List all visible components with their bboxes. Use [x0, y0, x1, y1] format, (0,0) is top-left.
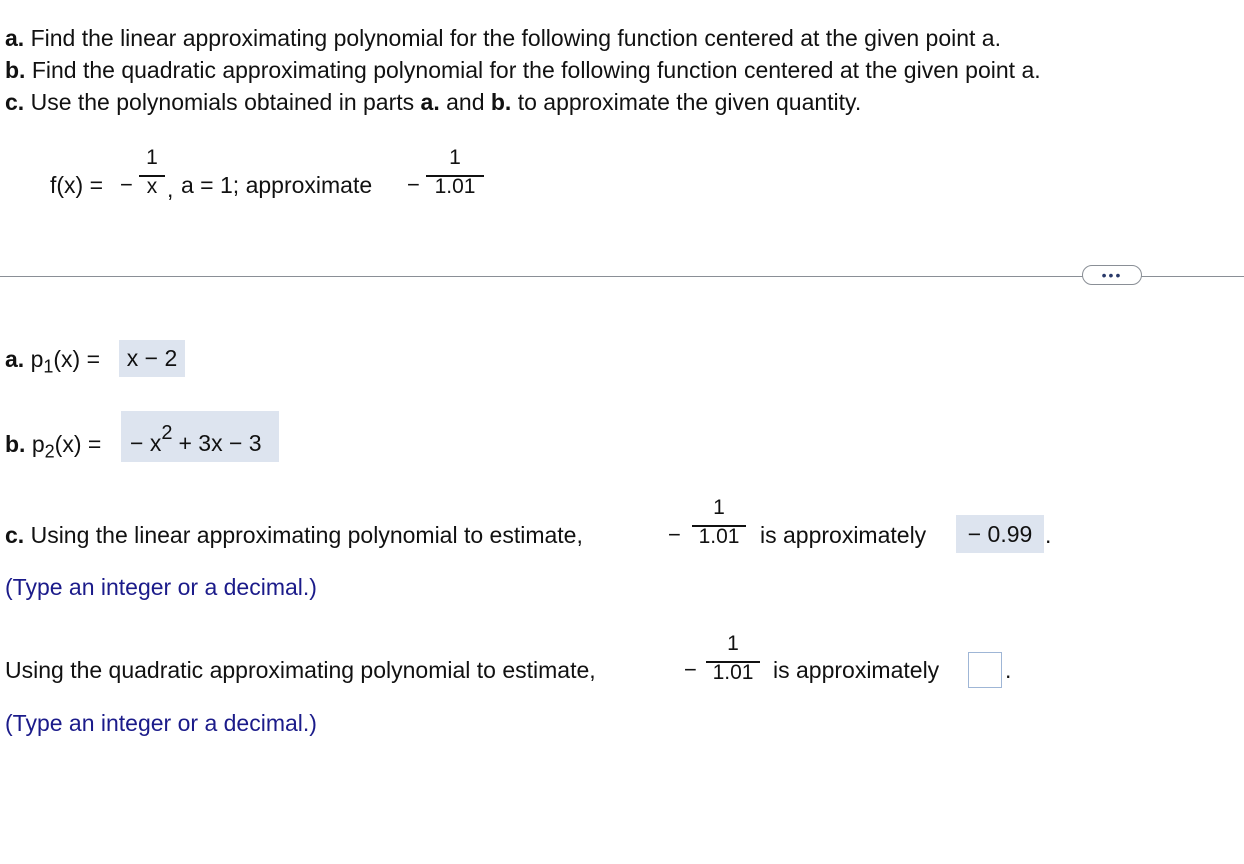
minus-sign: − — [407, 172, 420, 197]
hint-text: (Type an integer or a decimal.) — [5, 574, 317, 600]
period: . — [1005, 657, 1012, 683]
part-a-prefix: a. — [5, 346, 25, 372]
approximately-text: is approximately — [773, 657, 940, 683]
fraction-denominator: 1.01 — [698, 524, 740, 548]
part-b-answer-exponent: 2 — [161, 422, 173, 444]
comma: , — [167, 176, 174, 202]
minus-sign: − — [668, 522, 681, 547]
p2-subscript: 2 — [44, 441, 55, 462]
fraction-denominator: 1.01 — [434, 174, 476, 198]
part-c-quadratic-text: Using the quadratic approximating polynomial to estimate, — [5, 657, 596, 683]
instruction-b-text: Find the quadratic approximating polynomial for the following function centered at the given point a. — [25, 57, 1041, 83]
instruction-c-text-3: to approximate the given quantity. — [511, 89, 862, 115]
instruction-c-text-2: and — [439, 89, 491, 115]
fraction-one-over-x — [139, 146, 165, 199]
instruction-c — [5, 86, 861, 118]
part-b-prefix: b. — [5, 431, 26, 457]
minus-sign: − — [120, 172, 133, 197]
fraction-one-over-1-01 — [706, 632, 760, 685]
part-b-answer[interactable] — [121, 411, 279, 462]
instruction-c-bold-a: a. — [420, 89, 440, 115]
fraction-numerator: 1 — [727, 632, 739, 655]
minus-sign: − — [684, 657, 697, 682]
instruction-c-prefix: c. — [5, 89, 25, 115]
p1-arg: (x) = — [53, 346, 101, 372]
fraction-numerator: 1 — [146, 146, 158, 169]
fraction-one-over-1-01 — [692, 496, 746, 549]
approximately-text: is approximately — [760, 522, 927, 548]
instruction-b-prefix: b. — [5, 57, 26, 83]
part-b-label — [5, 431, 101, 463]
p2-func: p — [31, 431, 45, 457]
instruction-c-bold-b: b. — [490, 89, 512, 115]
p2-arg: (x) = — [54, 431, 102, 457]
a-value-text: a = 1; approximate — [181, 172, 373, 198]
section-divider — [0, 276, 1244, 277]
period: . — [1045, 522, 1052, 548]
fraction-numerator: 1 — [713, 496, 725, 519]
instruction-c-text-1: Use the polynomials obtained in parts — [24, 89, 421, 115]
instruction-b — [5, 54, 1041, 86]
p1-func: p — [30, 346, 44, 372]
part-c-sentence: Using the linear approximating polynomial to estimate, — [24, 522, 583, 548]
part-c-prefix: c. — [5, 522, 25, 548]
fraction-denominator: x — [146, 174, 158, 198]
instruction-a-text: Find the linear approximating polynomial for the following function centered at the given point a. — [24, 25, 1001, 51]
part-a-answer[interactable] — [119, 340, 185, 377]
part-c-quadratic-answer-input[interactable] — [968, 652, 1002, 688]
fraction-one-over-1-01 — [426, 146, 484, 199]
part-a-answer-text: x − 2 — [126, 345, 178, 371]
hint-text: (Type an integer or a decimal.) — [5, 710, 317, 736]
part-a-label — [5, 346, 100, 378]
fraction-denominator: 1.01 — [712, 660, 754, 684]
part-c-linear-text — [5, 522, 583, 549]
fx-label: f(x) = — [50, 172, 104, 198]
instruction-a — [5, 22, 1001, 54]
more-options-button[interactable]: ••• — [1082, 265, 1142, 285]
part-b-answer-post: + 3x − 3 — [178, 430, 262, 456]
instruction-a-prefix: a. — [5, 25, 25, 51]
part-c-linear-answer-text: − 0.99 — [967, 520, 1033, 547]
part-b-answer-pre: − x — [130, 430, 162, 456]
fraction-numerator: 1 — [449, 146, 461, 169]
p1-subscript: 1 — [43, 356, 54, 377]
part-c-linear-answer[interactable] — [956, 515, 1044, 553]
